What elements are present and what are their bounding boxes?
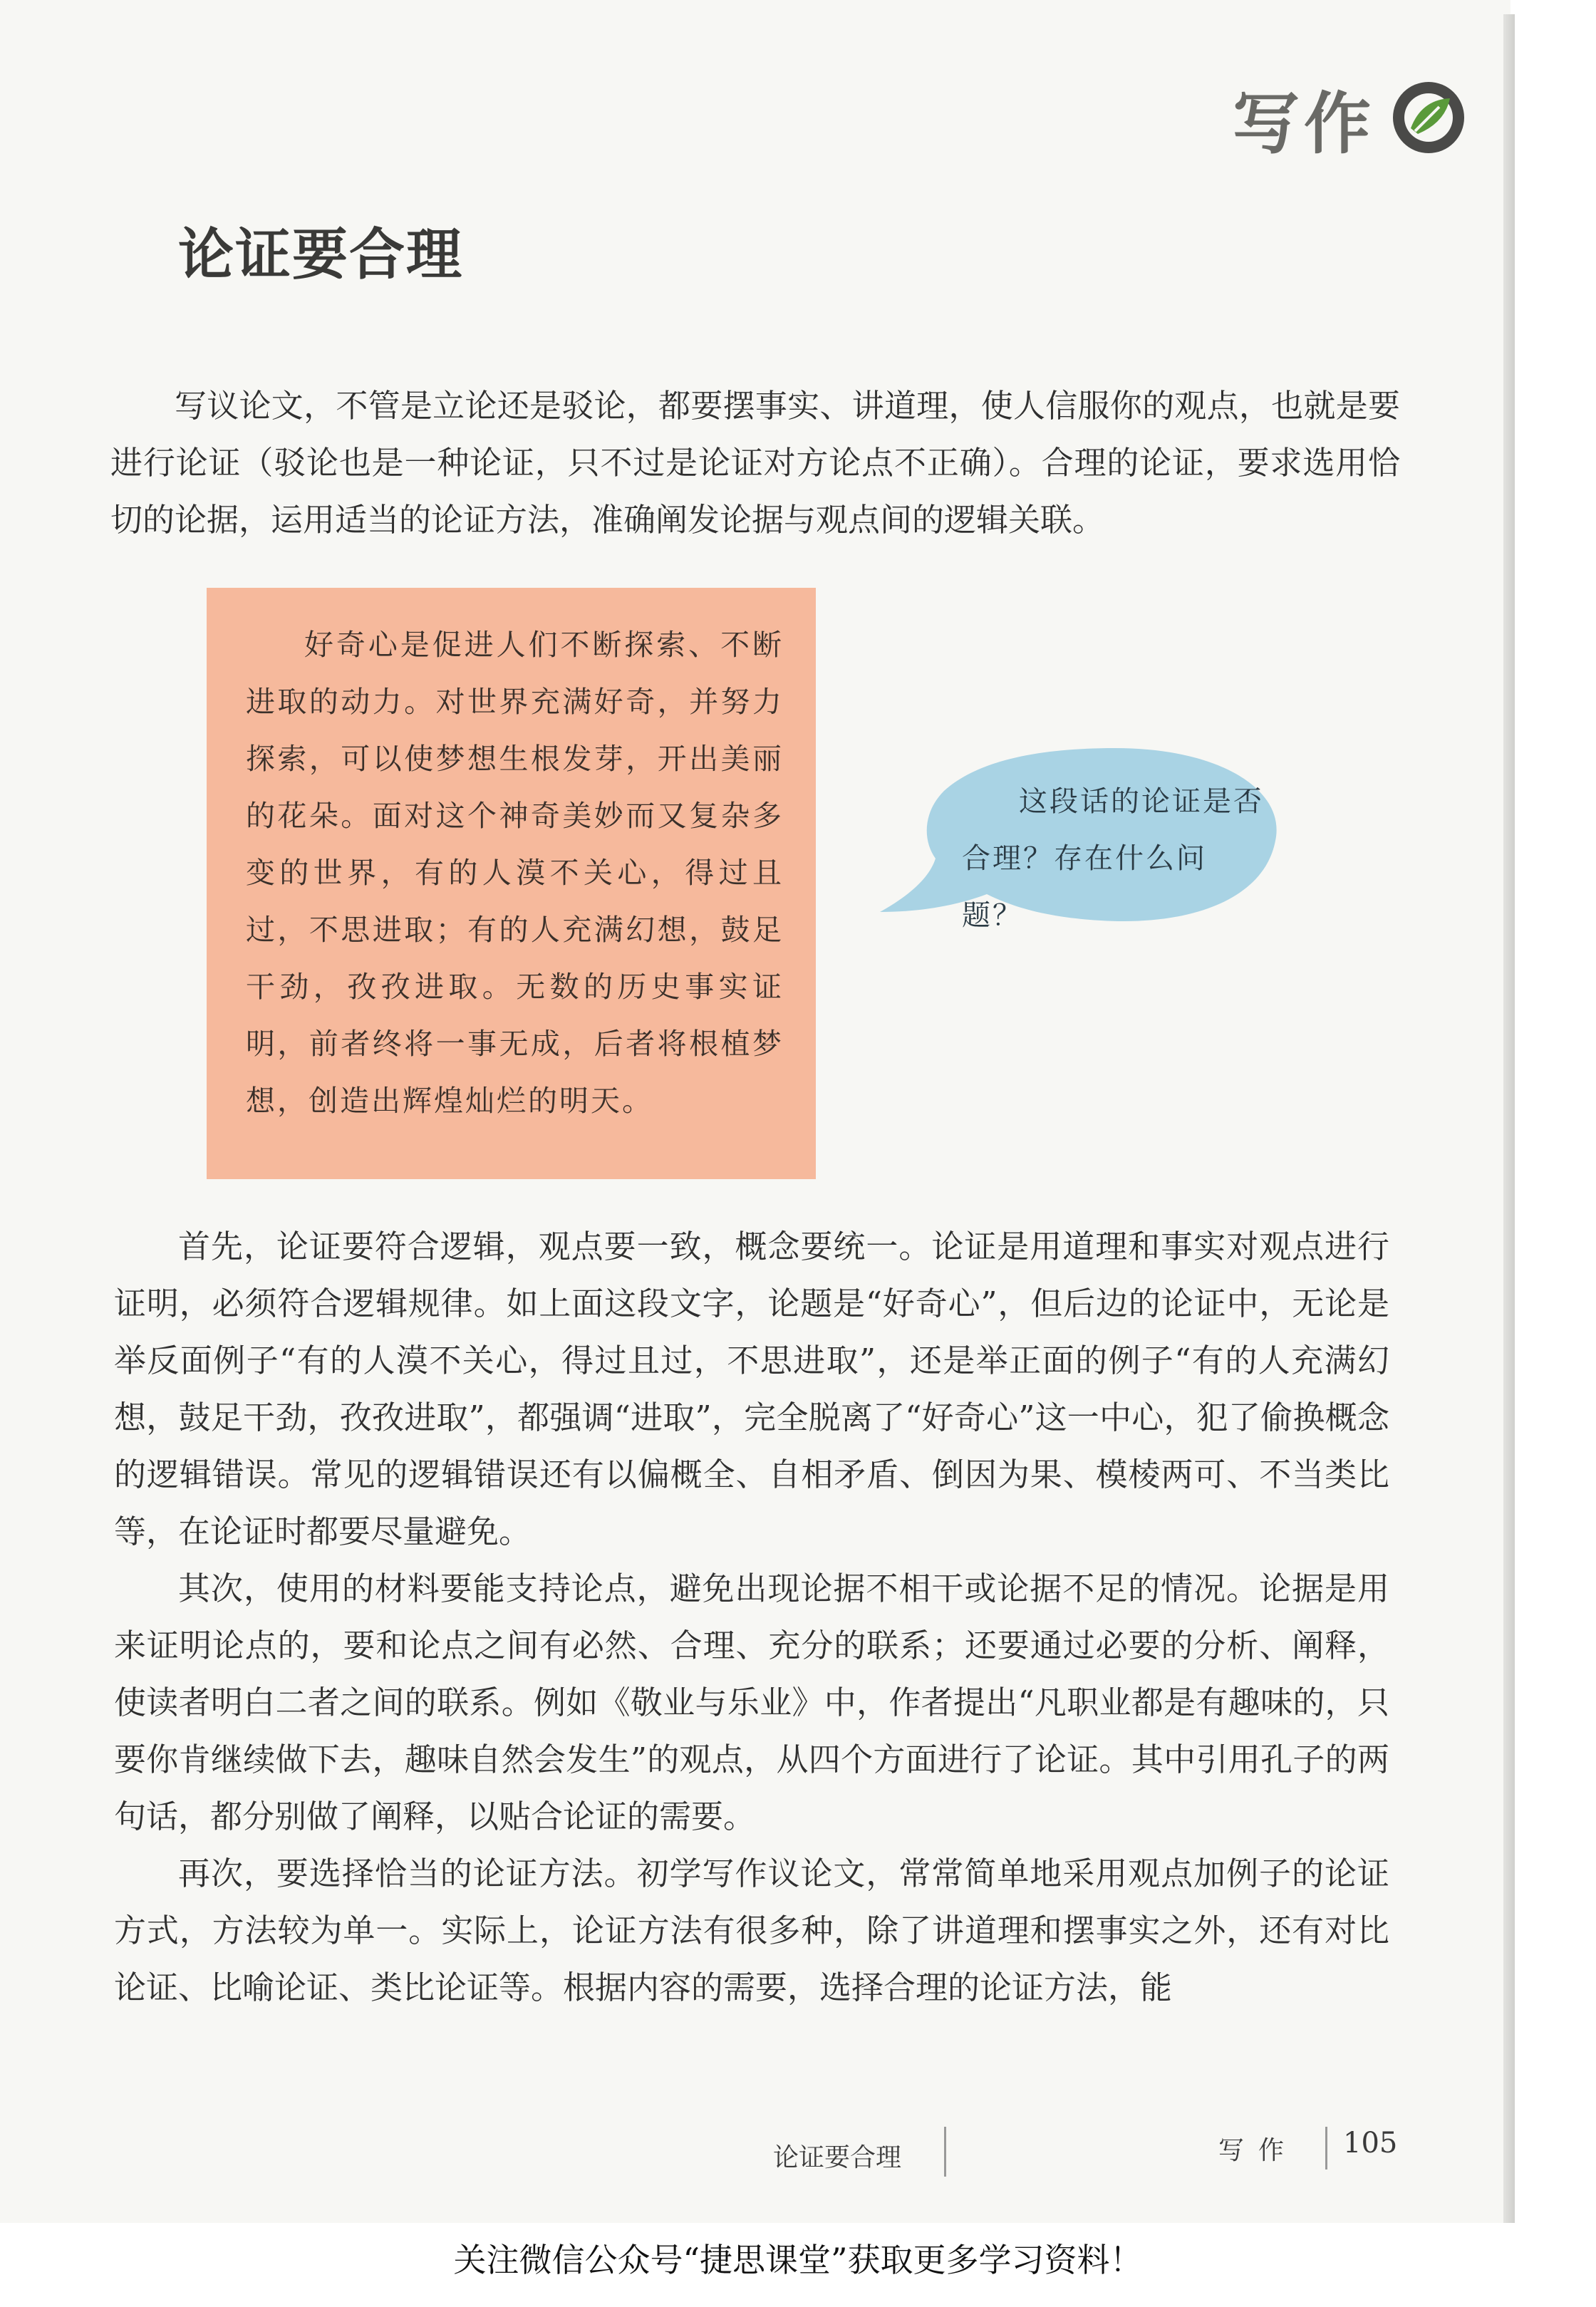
page-edge-shadow [1503,14,1515,2223]
body-text [114,1218,1389,2016]
intro-paragraph: 写议论文，不管是立论还是驳论，都要摆事实、讲道理，使人信服你的观点，也就是要进行论证（驳论也是一种论证，只不过是论证对方论点不正确）。合理的论证，要求选用恰切的论据，运用适当的论证方法，准确阐发论据与观点间的逻辑关联。 [110,387,1400,539]
bubble-question: 这段话的论证是否合理？存在什么问题？ [962,785,1264,932]
body-paragraph-2: 其次，使用的材料要能支持论点，避免出现论据不相干或论据不足的情况。论据是用来证明论点的，要和论点之间有必然、合理、充分的联系；还要通过必要的分析、阐释，使读者明白二者之间的联系。例如《敬业与乐业》中，作者提出“凡职业都是有趣味的，只要你肯继续做下去，趣味自然会发生”的观点，从四个方面进行了论证。其中引用孔子的两句话，都分别做了阐释，以贴合论证的需要。 [114,1570,1389,1835]
question-bubble [880,734,1293,948]
page-footer [773,2127,1400,2184]
example-passage-box: 好奇心是促进人们不断探索、不断进取的动力。对世界充满好奇，并努力探索，可以使梦想生根发芽，开出美丽的花朵。面对这个神奇美妙而又复杂多变的世界，有的人漠不关心，得过且过，不思进取；有的人充满幻想，鼓足干劲，孜孜进取。无数的历史事实证明，前者终将一事无成，后者将根植梦想，创造出辉煌灿烂的明天。 [207,588,816,1179]
footer-divider [944,2127,946,2177]
body-paragraph-3: 再次，要选择恰当的论证方法。初学写作议论文，常常简单地采用观点加例子的论证方式，方法较为单一。实际上，论证方法有很多种，除了讲道理和摆事实之外，还有对比论证、比喻论证、类比论证等。根据内容的需要，选择合理的论证方法，能 [114,1855,1389,2006]
page-number: 105 [1343,2127,1398,2160]
footer-section-label: 写作 [1218,2136,1299,2165]
footer-divider [1325,2127,1327,2169]
body-paragraph-1: 首先，论证要符合逻辑，观点要一致，概念要统一。论证是用道理和事实对观点进行证明，必须符合逻辑规律。如上面这段文字，论题是“好奇心”，但后边的论证中，无论是举反面例子“有的人漠不关心，得过且过，不思进取”，还是举正面的例子“有的人充满幻想，鼓足干劲，孜孜进取”，都强调“进取”，完全脱离了“好奇心”这一中心，犯了偷换概念的逻辑错误。常见的逻辑错误还有以偏概全、自相矛盾、倒因为果、模棱两可、不当类比等，在论证时都要尽量避免。 [114,1228,1389,1550]
section-header [1233,71,1468,164]
watermark-caption: 关注微信公众号“捷思课堂”获取更多学习资料！ [453,2241,1143,2279]
section-title: 写作 [1233,85,1376,163]
lesson-title: 论证要合理 [178,223,464,287]
leaf-pencil-icon [1389,78,1468,157]
footer-lesson-label: 论证要合理 [773,2143,902,2172]
